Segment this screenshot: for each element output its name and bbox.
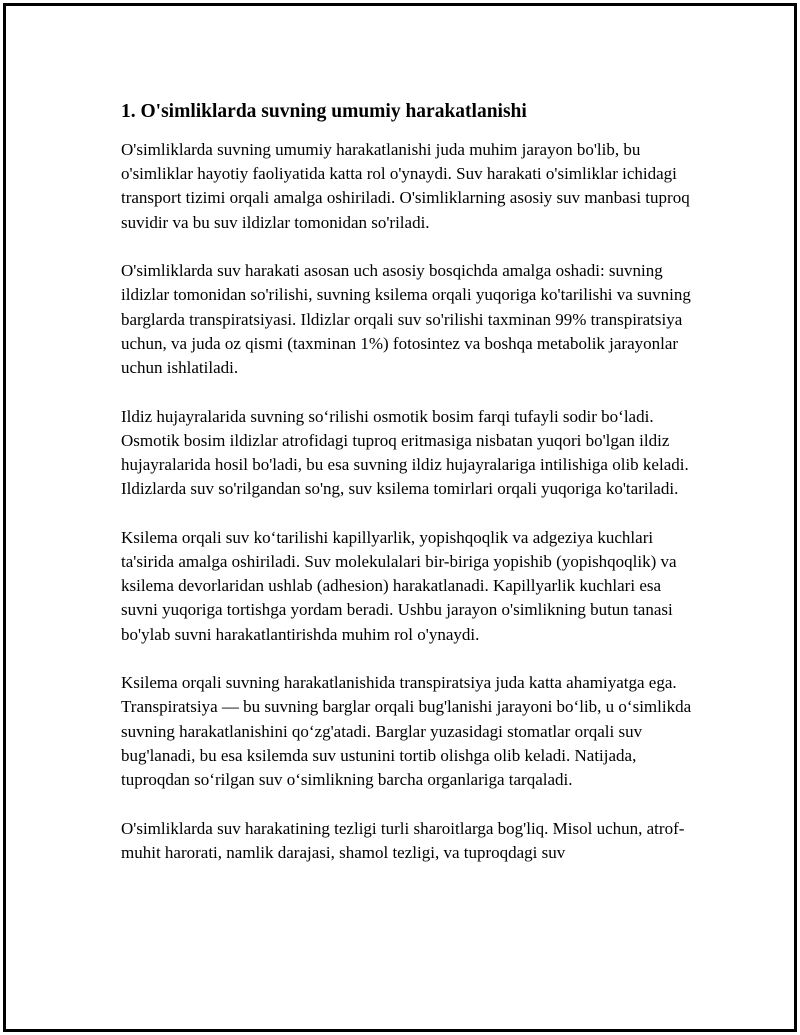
paragraph-1: O'simliklarda suvning umumiy harakatlanishi juda muhim jarayon bo'lib, bu o'simliklar hayotiy faoliyatida katta rol o'ynaydi. Suv harakati o'simliklar ichidagi transport tizimi orqali amalga oshiriladi. O'simliklarning asosiy suv manbasi tuproq suvidir va bu suv ildizlar tomonidan so'riladi.	[121, 140, 690, 232]
paragraph-6: O'simliklarda suv harakatining tezligi turli sharoitlarga bog'liq. Misol uchun, atrof-muhit harorati, namlik darajasi, shamol tezligi, va tuproqdagi suv	[121, 818, 685, 862]
paragraph-4: Ksilema orqali suv ko‘tarilishi kapillyarlik, yopishqoqlik va adgeziya kuchlari ta'sirida amalga oshiriladi. Suv molekulalari bir-biriga yopishib (yopishqoqlik) va ksilema devorlaridan ushlab (adhesion) harakatlanadi. Kapillyarlik kuchlari esa suvni yuqoriga tortishga yordam beradi. Ushbu jarayon o'simlikning butun tanasi bo'ylab suvni harakatlantirishda muhim rol o'ynaydi.	[121, 527, 677, 644]
section-heading: 1. O'simliklarda suvning umumiy harakatlanishi	[121, 101, 527, 122]
document-body	[121, 98, 696, 889]
paragraph-2: O'simliklarda suv harakati asosan uch asosiy bosqichda amalga oshadi: suvning ildizlar tomonidan so'rilishi, suvning ksilema orqali yuqoriga ko'tarilishi va suvning barglarda transpiratsiyasi. Ildizlar orqali suv so'rilishi taxminan 99% transpiratsiya uchun, va juda oz qismi (taxminan 1%) fotosintez va boshqa metabolik jarayonlar uchun ishlatiladi.	[121, 261, 691, 378]
page-frame	[3, 3, 797, 1032]
paragraph-3: Ildiz hujayralarida suvning so‘rilishi osmotik bosim farqi tufayli sodir bo‘ladi. Osmotik bosim ildizlar atrofidagi tuproq eritmasiga nisbatan yuqori bo'lgan ildiz hujayralarida hosil bo'ladi, bu esa suvning ildiz hujayralariga intilishiga olib keladi. Ildizlarda suv so'rilgandan so'ng, suv ksilema tomirlari orqali yuqoriga ko'tariladi.	[121, 406, 689, 499]
paragraph-5: Ksilema orqali suvning harakatlanishida transpiratsiya juda katta ahamiyatga ega. Transpiratsiya — bu suvning barglar orqali bug'lanishi jarayoni bo‘lib, u o‘simlikda suvning harakatlanishini qo‘zg'atadi. Barglar yuzasidagi stomatlar orqali suv bug'lanadi, bu esa ksilemda suv ustunini tortib olishga olib keladi. Natijada, tuproqdan so‘rilgan suv o‘simlikning barcha organlariga tarqaladi.	[121, 673, 692, 790]
